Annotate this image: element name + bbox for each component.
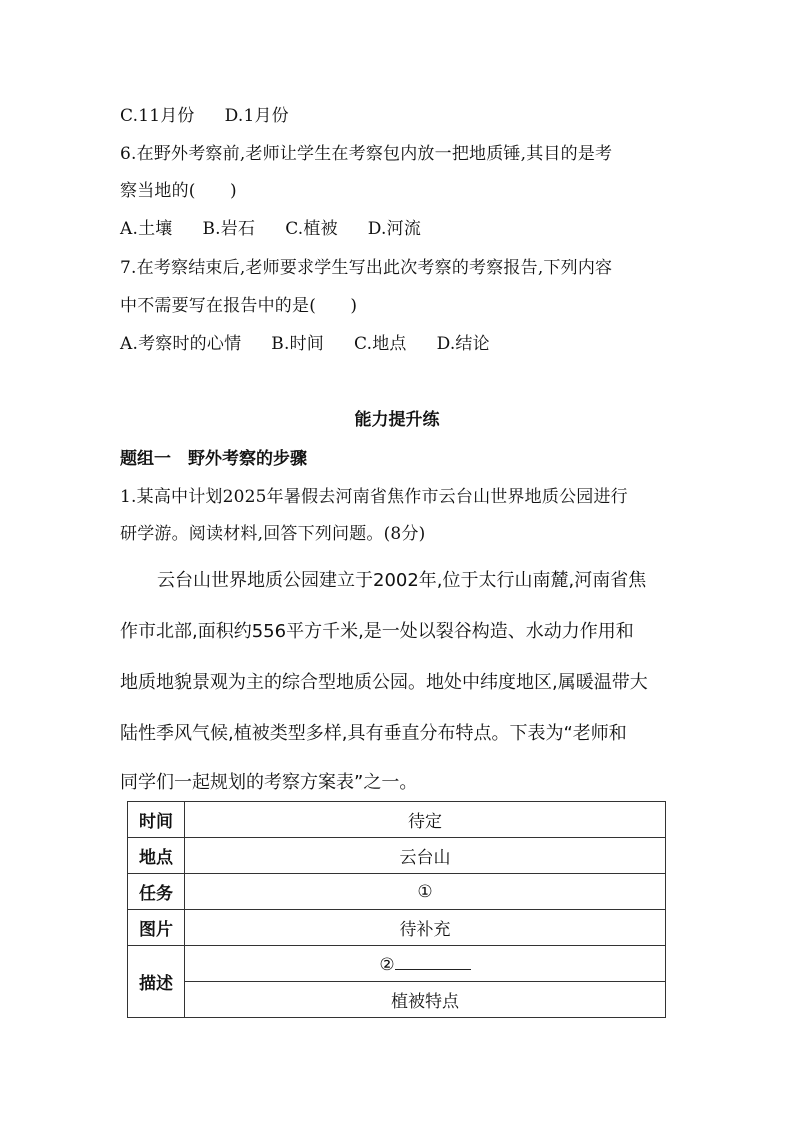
q5-option-d: D.1月份 [224,106,289,126]
time-label: 时间 [128,802,185,838]
q7-options [120,333,520,355]
q1-stem-line2: 研学游。阅读材料,回答下列问题。(8分) [120,524,426,544]
group-title: 题组一 野外考察的步骤 [120,449,307,469]
table-row [128,946,666,982]
section-title: 能力提升练 [354,410,440,430]
q1-stem-line1: 1.某高中计划2025年暑假去河南省焦作市云台山世界地质公园进行 [120,487,628,507]
passage-line-4: 陆性季风气候,植被类型多样,具有垂直分布特点。下表为“老师和 [120,723,627,744]
table-row [128,802,666,838]
picture-label: 图片 [128,910,185,946]
q7-stem-line2: 中不需要写在报告中的是( ) [120,296,358,316]
table-row [128,838,666,874]
describe-label: 描述 [128,946,185,1018]
picture-value: 待补充 [185,910,666,946]
task-label: 任务 [128,874,185,910]
passage-line-3: 地质地貌景观为主的综合型地质公园。地处中纬度地区,属暖温带大 [120,672,648,693]
q7-option-a: A.考察时的心情 [120,334,242,354]
q6-option-c: C.植被 [285,219,338,239]
q7-option-b: B.时间 [271,334,324,354]
q7-option-c: C.地点 [353,334,407,354]
q5-option-c: C.11月份 [120,106,195,126]
place-label: 地点 [128,838,185,874]
q6-option-b: B.岩石 [202,219,256,239]
q6-option-d: D.河流 [367,219,422,239]
time-value: 待定 [185,802,666,838]
q7-stem-line1: 7.在考察结束后,老师要求学生写出此次考察的考察报告,下列内容 [120,258,613,278]
table-row [128,982,666,1018]
table-row [128,910,666,946]
passage-line-1: 云台山世界地质公园建立于2002年,位于太行山南麓,河南省焦 [157,570,647,591]
q5-options [120,105,319,127]
table-row [128,874,666,910]
q6-stem-line2: 察当地的( ) [120,181,237,201]
describe-value-1 [185,946,666,982]
describe-value-2: 植被特点 [185,982,666,1018]
answer-blank [395,953,471,970]
task-value: ① [185,874,666,910]
q6-option-a: A.土壤 [120,219,173,239]
plan-table [127,801,666,1018]
passage-line-5: 同学们一起规划的考察方案表”之一。 [120,772,418,793]
describe-marker: ② [379,954,395,975]
q6-options [120,218,451,240]
passage-line-2: 作市北部,面积约556平方千米,是一处以裂谷构造、水动力作用和 [120,621,634,642]
place-value: 云台山 [185,838,666,874]
q6-stem-line1: 6.在野外考察前,老师让学生在考察包内放一把地质锤,其目的是考 [120,144,613,164]
q7-option-d: D.结论 [436,334,490,354]
